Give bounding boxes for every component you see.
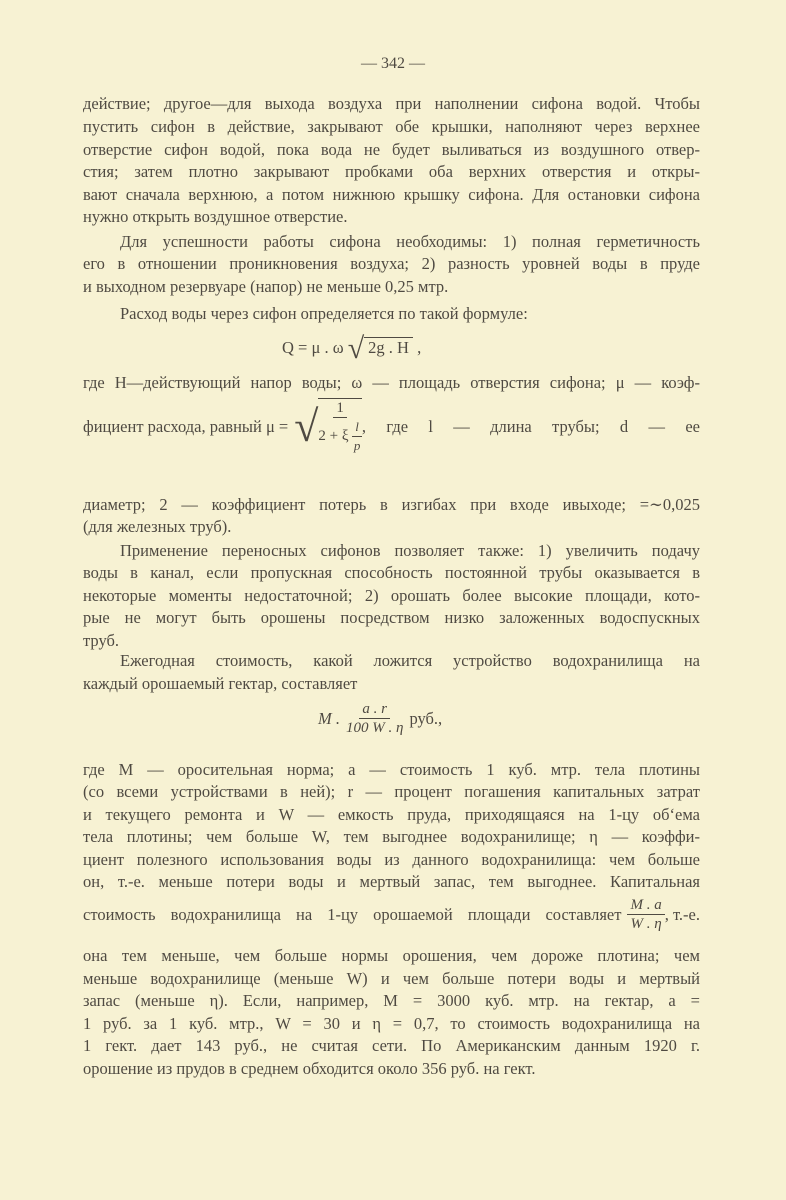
text-line: Расход воды через сифон определяется по такой формуле:	[120, 304, 528, 323]
text-line: 1 гект. дает 143 руб., не считая сети. По Американским данным 1920 г.	[83, 1036, 700, 1055]
text-line: каждый орошаемый гектар, составляет	[83, 674, 358, 693]
text-line: стия; затем плотно закрывают пробками оба верхних отверстия и откры-	[83, 162, 700, 181]
text-line: и выходном резервуаре (напор) не меньше 0,25 мтр.	[83, 277, 449, 296]
text-line: запас (меньше η). Если, например, M = 3000 куб. мтр. на гектар, a =	[83, 991, 700, 1010]
text-line: диаметр; 2 — коэффициент потерь в изгибах при входе ивыходе; =∼0,025	[83, 495, 700, 514]
text-line: 1 руб. за 1 куб. мтр., W = 30 и η = 0,7, то стоимость водохранилища на	[83, 1014, 700, 1033]
text-line: нужно открыть воздушное отверстие.	[83, 207, 348, 226]
text-line: тела плотины; чем больше W, тем выгоднее водохранилище; η — коэффи-	[83, 827, 700, 846]
text-line: (со всеми устройствами в ней); r — процент погашения капитальных затрат	[83, 782, 700, 801]
text-line: и текущего ремонта и W — емкость пруда, приходящаяся на 1-цу об‘ема	[83, 805, 700, 824]
formula-capital-line: стоимость водохранилища на 1-цу орошаемой площади составляет $\frac{M . a}{W . \eta}$ , т.-е.	[83, 897, 700, 932]
text-line: труб.	[83, 631, 119, 650]
text-line: воды в канал, если пропускная способность постоянной трубы оказывается в	[83, 563, 700, 582]
text-line: она тем меньше, чем больше нормы орошения, чем дороже плотина; чем	[83, 946, 700, 965]
text-line: меньше водохранилище (меньше W) и чем больше потери воды и мертвый	[83, 969, 700, 988]
formula-annual-cost: M . $\frac{a . r}{100 W . \eta}$ руб.,	[318, 701, 443, 736]
text-line: где M — оросительная норма; a — стоимость 1 куб. мтр. тела плотины	[83, 760, 700, 779]
text-line: Ежегодная стоимость, какой ложится устройство водохранилища на	[120, 651, 700, 670]
formula-mu-line: фициент расхода, равный μ = √ 1 2 + ξ $\frac{l}{p}$ , где l — длина трубы; d — ее	[83, 400, 700, 453]
text-line: где H—действующий напор воды; ω — площадь отверстия сифона; μ — коэф-	[83, 373, 700, 392]
text-line: циент полезного использования воды из данного водохранилища: чем больше	[83, 850, 700, 869]
text-line: отверстие сифон водой, пока вода не будет выливаться из воздушного отвер-	[83, 140, 700, 159]
page-number: — 342 —	[361, 55, 425, 72]
text-line: пустить сифон в действие, закрывают обе крышки, наполняют через верхнее	[83, 117, 700, 136]
text-line: (для железных труб).	[83, 517, 232, 536]
text-line: орошение из прудов в среднем обходится около 356 руб. на гект.	[83, 1059, 536, 1078]
text-line: рые не могут быть орошены посредством низко заложенных водоспускных	[83, 608, 700, 627]
text-line: некоторые моменты недостаточной; 2) орошать более высокие площади, кото-	[83, 586, 700, 605]
text-line: его в отношении проникновения воздуха; 2) разность уровней воды в пруде	[83, 254, 700, 273]
text-line: Применение переносных сифонов позволяет также: 1) увеличить подачу	[120, 541, 700, 560]
text-line: он, т.-е. меньше потери воды и мертвый запас, тем выгоднее. Капитальная	[83, 872, 700, 891]
text-line: вают сначала верхнюю, а потом нижнюю крышку сифона. Для остановки сифона	[83, 185, 700, 204]
text-line: Для успешности работы сифона необходимы: 1) полная герметичность	[120, 232, 700, 251]
text-line: действие; другое—для выхода воздуха при наполнении сифона водой. Чтобы	[83, 94, 700, 113]
formula-discharge: Q = μ . ω √ 2g . H ,	[282, 332, 422, 365]
